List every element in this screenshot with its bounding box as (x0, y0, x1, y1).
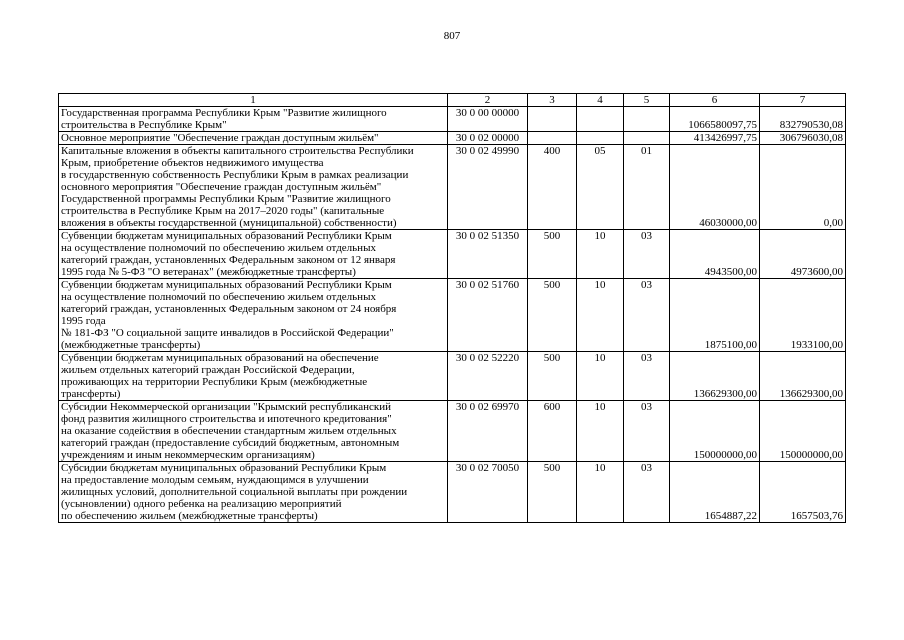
row-code: 30 0 00 00000 (448, 107, 528, 132)
table-row (59, 145, 846, 230)
row-name: Субсидии бюджетам муниципальных образований Республики Крым на предоставление молодым семьям, нуждающимся в улучшении жилищных условий, дополнительной социальной выплаты при рождении (усыновлении) одного ребенка на реализацию мероприятий по обеспечению жильем (межбюджетные трансферты) (59, 462, 448, 523)
row-name: Капитальные вложения в объекты капитального строительства Республики Крым, приобретение объектов недвижимого имущества в государственную собственность Республики Крым в рамках реализации основного мероприятия "Обеспечение граждан доступным жильём" Государственной программы Республики Крым "Развитие жилищного строительства в Республике Крым на 2017–2020 годы" (капитальные вложения в объекты государственной (муниципальной) собственности) (59, 145, 448, 230)
row-expense-type (528, 132, 577, 145)
row-expense-type: 500 (528, 462, 577, 523)
row-section: 10 (577, 279, 624, 352)
budget-table (58, 93, 846, 523)
row-amount-year2: 306796030,08 (760, 132, 846, 145)
row-name: Субсидии Некоммерческой организации "Крымский республиканский фонд развития жилищного строительства и ипотечного кредитования" на оказание содействия в обеспечении стандартным жильем отдельных категорий граждан (предоставление субсидий бюджетным, автономным учреждениям и иным некоммерческим организациям) (59, 401, 448, 462)
table-row (59, 352, 846, 401)
row-expense-type: 600 (528, 401, 577, 462)
row-amount-year2: 1657503,76 (760, 462, 846, 523)
table-row (59, 279, 846, 352)
row-section (577, 107, 624, 132)
row-subsection (624, 107, 670, 132)
row-amount-year2: 832790530,08 (760, 107, 846, 132)
row-amount-year2: 1933100,00 (760, 279, 846, 352)
row-expense-type: 500 (528, 230, 577, 279)
header-cell-4: 4 (577, 94, 624, 107)
row-subsection: 03 (624, 352, 670, 401)
row-section: 10 (577, 401, 624, 462)
header-cell-1: 1 (59, 94, 448, 107)
page-number: 807 (443, 30, 461, 42)
row-expense-type: 400 (528, 145, 577, 230)
row-name: Государственная программа Республики Крым "Развитие жилищного строительства в Республике Крым" (59, 107, 448, 132)
row-amount-year1: 1654887,22 (670, 462, 760, 523)
table-body (59, 107, 846, 523)
row-amount-year2: 136629300,00 (760, 352, 846, 401)
row-section: 05 (577, 145, 624, 230)
row-subsection: 01 (624, 145, 670, 230)
row-amount-year1: 1066580097,75 (670, 107, 760, 132)
row-expense-type: 500 (528, 352, 577, 401)
row-code: 30 0 02 00000 (448, 132, 528, 145)
row-amount-year1: 150000000,00 (670, 401, 760, 462)
row-amount-year1: 1875100,00 (670, 279, 760, 352)
row-amount-year2: 4973600,00 (760, 230, 846, 279)
row-code: 30 0 02 51760 (448, 279, 528, 352)
header-cell-5: 5 (624, 94, 670, 107)
table-row (59, 401, 846, 462)
table-row (59, 230, 846, 279)
header-cell-3: 3 (528, 94, 577, 107)
header-cell-7: 7 (760, 94, 846, 107)
row-amount-year1: 136629300,00 (670, 352, 760, 401)
row-code: 30 0 02 69970 (448, 401, 528, 462)
row-amount-year2: 0,00 (760, 145, 846, 230)
row-subsection (624, 132, 670, 145)
row-code: 30 0 02 49990 (448, 145, 528, 230)
row-section: 10 (577, 462, 624, 523)
row-amount-year1: 46030000,00 (670, 145, 760, 230)
row-section: 10 (577, 352, 624, 401)
row-name: Основное мероприятие "Обеспечение граждан доступным жильём" (59, 132, 448, 145)
row-expense-type: 500 (528, 279, 577, 352)
header-cell-2: 2 (448, 94, 528, 107)
table-row (59, 132, 846, 145)
row-amount-year1: 4943500,00 (670, 230, 760, 279)
row-subsection: 03 (624, 401, 670, 462)
row-subsection: 03 (624, 279, 670, 352)
row-expense-type (528, 107, 577, 132)
row-code: 30 0 02 52220 (448, 352, 528, 401)
table-row (59, 107, 846, 132)
row-amount-year2: 150000000,00 (760, 401, 846, 462)
row-code: 30 0 02 51350 (448, 230, 528, 279)
row-section: 10 (577, 230, 624, 279)
row-subsection: 03 (624, 230, 670, 279)
table-header (59, 94, 846, 107)
table-row (59, 462, 846, 523)
row-section (577, 132, 624, 145)
row-subsection: 03 (624, 462, 670, 523)
row-name: Субвенции бюджетам муниципальных образований Республики Крым на осуществление полномочий по обеспечению жильем отдельных категорий граждан, установленных Федеральным законом от 24 ноября 1995 года № 181-ФЗ "О социальной защите инвалидов в Российской Федерации" (межбюджетные трансферты) (59, 279, 448, 352)
row-amount-year1: 413426997,75 (670, 132, 760, 145)
header-cell-6: 6 (670, 94, 760, 107)
row-name: Субвенции бюджетам муниципальных образований на обеспечение жильем отдельных категорий граждан Российской Федерации, проживающих на территории Республики Крым (межбюджетные трансферты) (59, 352, 448, 401)
row-code: 30 0 02 70050 (448, 462, 528, 523)
row-name: Субвенции бюджетам муниципальных образований Республики Крым на осуществление полномочий по обеспечению жильем отдельных категорий граждан, установленных Федеральным законом от 12 января 1995 года № 5-ФЗ "О ветеранах" (межбюджетные трансферты) (59, 230, 448, 279)
